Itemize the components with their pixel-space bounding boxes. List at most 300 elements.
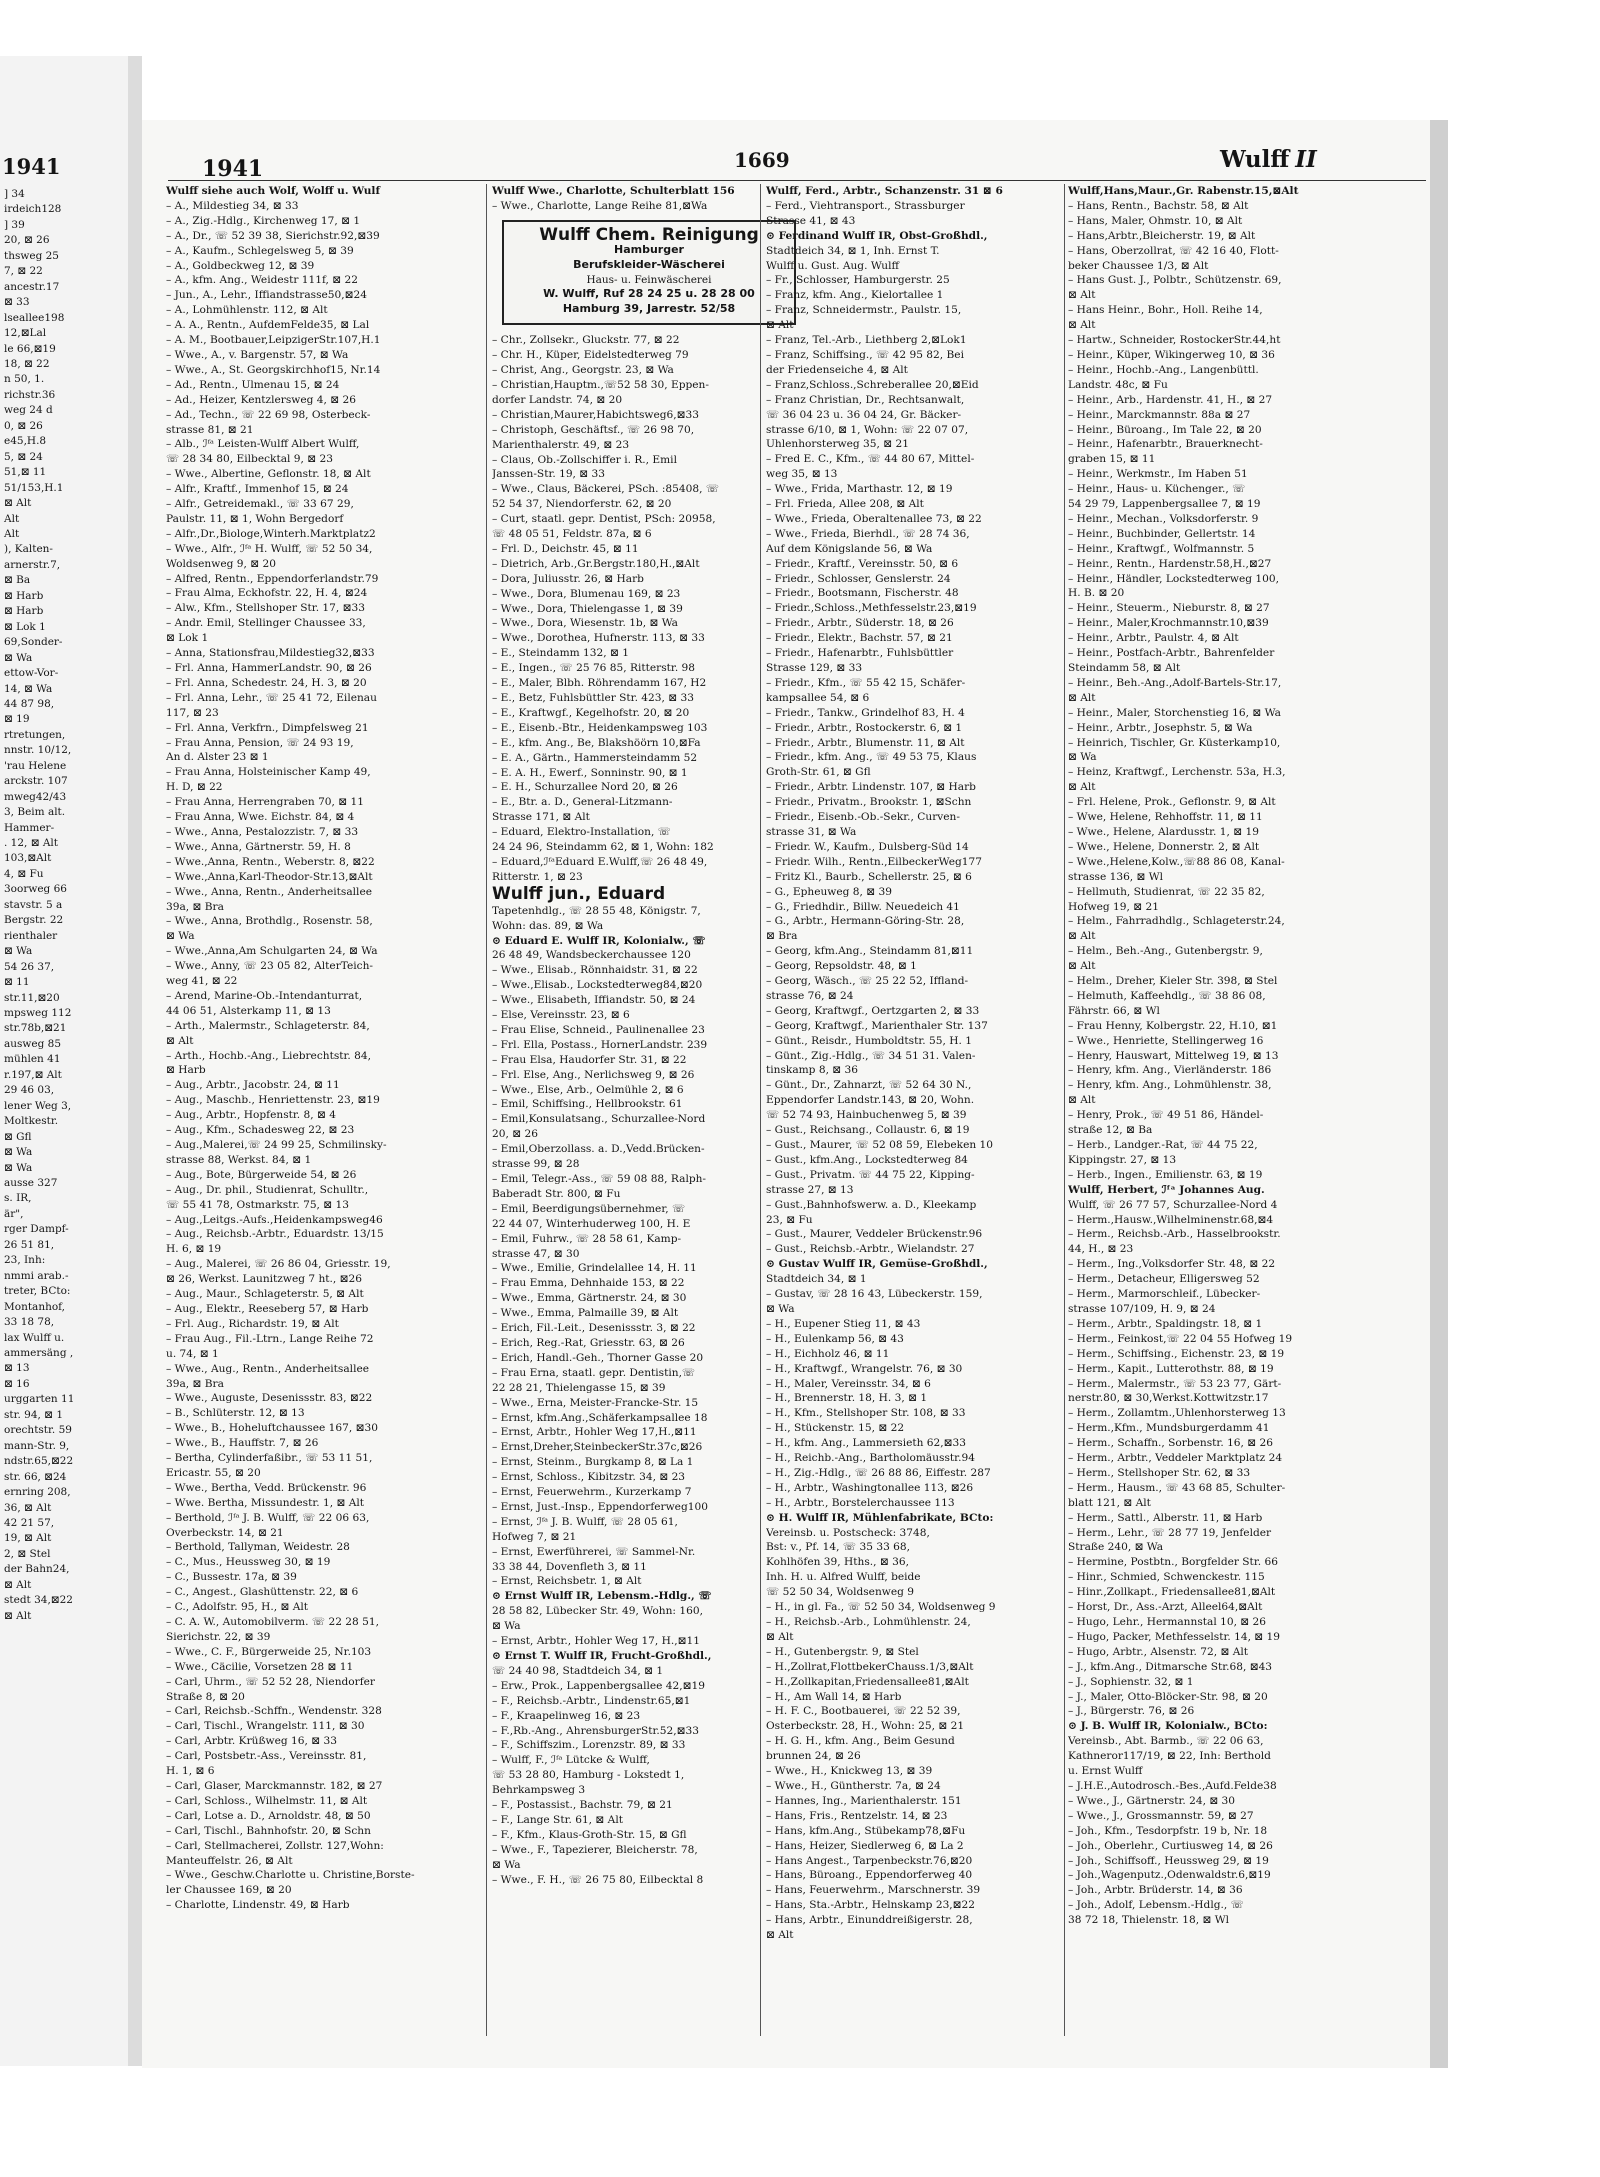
directory-entry: – Ad., Heizer, Kentzlersweg 4, ⊠ 26 bbox=[166, 393, 356, 406]
directory-entry: – Franz,Schloss.,Schreberallee 20,⊠Eid bbox=[766, 378, 979, 391]
directory-entry: – Ernst, Arbtr., Hohler Weg 17, H.,⊠11 bbox=[492, 1635, 700, 1648]
directory-entry: ⊙ H. Wulff IR, Mühlenfabrikate, BCto: bbox=[766, 1511, 994, 1524]
directory-entry: Strasse 129, ⊠ 33 bbox=[766, 662, 863, 674]
directory-entry: – E., Kraftwgf., Kegelhofstr. 20, ⊠ 20 bbox=[492, 706, 690, 719]
directory-entry: ☏ 52 50 34, Woldsenweg 9 bbox=[766, 1586, 914, 1599]
prev-page-line: rtretungen, bbox=[4, 728, 66, 741]
directory-entry: – Franz, Schneidermstr., Paulstr. 15, bbox=[766, 304, 962, 317]
directory-entry: – F.,Rb.-Ang., AhrensburgerStr.52,⊠33 bbox=[492, 1724, 699, 1737]
directory-entry: – Henry, Hauswart, Mittelweg 19, ⊠ 13 bbox=[1068, 1049, 1279, 1062]
directory-entry: – Herm., Schaffn., Sorbenstr. 16, ⊠ 26 bbox=[1068, 1437, 1274, 1450]
directory-entry: ⊠ Lok 1 bbox=[166, 632, 209, 645]
directory-entry: 44, H., ⊠ 23 bbox=[1068, 1243, 1134, 1256]
directory-entry: 38 72 18, Thielenstr. 18, ⊠ Wl bbox=[1068, 1914, 1230, 1927]
directory-entry: – Berthold, ℐᶠᵃ J. B. Wulff, ☏ 22 06 63, bbox=[166, 1511, 370, 1524]
directory-entry: – H., Zig.-Hdlg., ☏ 26 88 86, Eiffestr. 287 bbox=[766, 1466, 991, 1479]
directory-entry: – Emil, Schiffsing., Hellbrookstr. 61 bbox=[492, 1098, 683, 1111]
directory-entry: An d. Alster 23 ⊠ 1 bbox=[166, 751, 269, 764]
header-rule bbox=[168, 180, 1426, 181]
directory-entry: – Jun., A., Lehr., Iffiandstrasse50,⊠24 bbox=[166, 289, 367, 302]
directory-entry: 52 54 37, Niendorferstr. 62, ⊠ 20 bbox=[492, 498, 672, 511]
directory-entry: – Aug., Elektr., Reeseberg 57, ⊠ Harb bbox=[166, 1302, 369, 1315]
directory-entry: Osterbeckstr. 28, H., Wohn: 25, ⊠ 21 bbox=[766, 1720, 965, 1733]
directory-entry: 20, ⊠ 26 bbox=[492, 1128, 538, 1141]
directory-entry: – Henry, kfm. Ang., Lohmühlenstr. 38, bbox=[1068, 1079, 1272, 1092]
directory-entry: – A. A., Rentn., AufdemFelde35, ⊠ Lal bbox=[166, 319, 370, 332]
directory-entry: – Herm., Malermstr., ☏ 53 23 77, Gärt- bbox=[1068, 1377, 1282, 1390]
directory-entry: – Eduard, Elektro-Installation, ☏ bbox=[492, 826, 671, 839]
directory-entry: – Wwe., Elisab., Rönnhaidstr. 31, ⊠ 22 bbox=[492, 964, 698, 977]
directory-entry: – Carl, Schloss., Wilhelmstr. 11, ⊠ Alt bbox=[166, 1794, 368, 1807]
directory-entry: 23, ⊠ Fu bbox=[766, 1213, 813, 1226]
directory-entry: – E. A. H., Ewerf., Sonninstr. 90, ⊠ 1 bbox=[492, 766, 688, 779]
directory-entry: – Aug., Arbtr., Hopfenstr. 8, ⊠ 4 bbox=[166, 1109, 336, 1122]
directory-entry: – G., Friedhdir., Billw. Neuedeich 41 bbox=[766, 900, 960, 913]
directory-entry: – Joh., Schiffsoff., Heussweg 29, ⊠ 19 bbox=[1068, 1854, 1269, 1867]
directory-entry: – C., Adolfstr. 95, H., ⊠ Alt bbox=[166, 1601, 309, 1614]
directory-entry: – Gust.,Bahnhofswerw. a. D., Kleekamp bbox=[766, 1198, 977, 1211]
prev-page-line: r.197,⊠ Alt bbox=[4, 1068, 62, 1081]
directory-entry: – Carl, Tischl., Bahnhofstr. 20, ⊠ Schn bbox=[166, 1824, 371, 1837]
directory-entry: 28 58 82, Lübecker Str. 49, Wohn: 160, bbox=[492, 1605, 703, 1618]
directory-entry: ⊠ Alt bbox=[1068, 930, 1096, 943]
prev-page-line: 'rau Helene bbox=[4, 759, 67, 772]
directory-entry: ⊙ Ernst Wulff IR, Lebensm.-Hdlg., ☏ bbox=[492, 1590, 712, 1603]
prev-page-line: 18, ⊠ 22 bbox=[4, 357, 50, 370]
directory-entry: strasse 107/109, H. 9, ⊠ 24 bbox=[1068, 1302, 1216, 1315]
directory-entry: – E., Maler, Blbh. Röhrendamm 167, H2 bbox=[492, 677, 707, 690]
prev-page-line: mweg42/43 bbox=[4, 790, 67, 803]
directory-entry: – Herm., Detacheur, Elligersweg 52 bbox=[1068, 1273, 1260, 1286]
directory-entry: straße 12, ⊠ Ba bbox=[1068, 1124, 1153, 1137]
directory-entry: – Georg, Wäsch., ☏ 25 22 52, Iffland- bbox=[766, 975, 969, 988]
directory-entry: – Carl, Postsbetr.-Ass., Vereinsstr. 81, bbox=[166, 1750, 367, 1763]
prev-page-line: nnstr. 10/12, bbox=[4, 744, 72, 757]
directory-entry: Fährstr. 66, ⊠ Wl bbox=[1068, 1004, 1160, 1017]
directory-entry: – Heinr., Maler, Storchenstieg 16, ⊠ Wa bbox=[1068, 706, 1281, 719]
directory-entry: – H.,Zollkapitan,Friedensallee81,⊠Alt bbox=[766, 1675, 969, 1688]
prev-page-line: ⊠ Wa bbox=[4, 945, 33, 958]
directory-entry: – Heinr., Büroang., Im Tale 22, ⊠ 20 bbox=[1068, 423, 1262, 436]
directory-entry: – H. G. H., kfm. Ang., Beim Gesund bbox=[766, 1735, 955, 1748]
directory-entry: – Wwe., A., St. Georgskirchhof15, Nr.14 bbox=[166, 363, 381, 376]
directory-entry: – Hugo, Lehr., Hermannstal 10, ⊠ 26 bbox=[1068, 1616, 1267, 1628]
prev-page-line: 51,⊠ 11 bbox=[4, 466, 47, 479]
directory-entry: Hofweg 7, ⊠ 21 bbox=[492, 1530, 577, 1543]
previous-page-edge bbox=[0, 56, 128, 2066]
directory-entry: – Fred E. C., Kfm., ☏ 44 80 67, Mittel- bbox=[766, 453, 975, 466]
directory-entry: – Gust., Reichsang., Collaustr. 6, ⊠ 19 bbox=[766, 1124, 970, 1137]
directory-entry: – Georg, Repsoldstr. 48, ⊠ 1 bbox=[766, 960, 917, 973]
directory-entry: – Wwe., Frieda, Oberaltenallee 73, ⊠ 22 bbox=[766, 512, 982, 525]
directory-entry: ⊙ Ferdinand Wulff IR, Obst-Großhdl., bbox=[766, 229, 988, 242]
directory-entry: – Hans, Maler, Ohmstr. 10, ⊠ Alt bbox=[1068, 214, 1243, 227]
directory-entry: – Ernst, ℐᶠᵃ J. B. Wulff, ☏ 28 05 61, bbox=[492, 1515, 678, 1528]
directory-entry: – Herm., Sattl., Alberstr. 11, ⊠ Harb bbox=[1068, 1511, 1263, 1524]
directory-entry: – C., Angest., Glashüttenstr. 22, ⊠ 6 bbox=[166, 1586, 359, 1599]
directory-entry: – E. A., Gärtn., Hammersteindamm 52 bbox=[492, 751, 698, 764]
directory-entry: Wulff u. Gust. Aug. Wulff bbox=[766, 259, 900, 272]
prev-page-line: arnerstr.7, bbox=[4, 558, 61, 571]
prev-page-line: lax Wulff u. bbox=[4, 1331, 65, 1344]
prev-page-line: Bergstr. 22 bbox=[4, 914, 64, 927]
directory-entry: – H., Eichholz 46, ⊠ 11 bbox=[766, 1347, 890, 1360]
column-divider bbox=[486, 184, 487, 2036]
directory-entry: 44 06 51, Alsterkamp 11, ⊠ 13 bbox=[166, 1004, 331, 1017]
directory-entry: – Friedr., Arbtr., Blumenstr. 11, ⊠ Alt bbox=[766, 736, 965, 749]
directory-entry: – Günt., Zig.-Hdlg., ☏ 34 51 31. Valen- bbox=[766, 1049, 976, 1062]
directory-entry: Kohlhöfen 39, Hths., ⊠ 36, bbox=[766, 1556, 909, 1569]
directory-entry: – Wwe., J., Gärtnerstr. 24, ⊠ 30 bbox=[1068, 1794, 1236, 1807]
directory-entry: – Frau Aug., Fil.-Ltrn., Lange Reihe 72 bbox=[166, 1332, 374, 1345]
directory-entry: ⊙ Gustav Wulff IR, Gemüse-Großhdl., bbox=[766, 1258, 988, 1271]
directory-entry: Stadtdeich 34, ⊠ 1 bbox=[766, 1273, 867, 1286]
directory-entry: – H., Kfm., Stellshoper Str. 108, ⊠ 33 bbox=[766, 1407, 966, 1420]
directory-entry: – Aug., Malerei, ☏ 26 86 04, Griesstr. 19, bbox=[166, 1258, 391, 1271]
prev-page-line: ⊠ Ba bbox=[4, 574, 31, 587]
directory-entry: – Wwe., J., Grossmannstr. 59, ⊠ 27 bbox=[1068, 1809, 1254, 1822]
directory-entry: – H., Eupener Stieg 11, ⊠ 43 bbox=[766, 1317, 921, 1330]
prev-page-line: ⊠ Wa bbox=[4, 651, 33, 664]
directory-entry: Sierichstr. 22, ⊠ 39 bbox=[166, 1630, 271, 1643]
directory-entry: – Herb., Landger.-Rat, ☏ 44 75 22, bbox=[1068, 1139, 1258, 1151]
prev-page-line: ⊠ 16 bbox=[4, 1377, 30, 1390]
prev-page-line: s. IR, bbox=[4, 1192, 32, 1205]
directory-entry: Paulstr. 11, ⊠ 1, Wohn Bergedorf bbox=[166, 512, 344, 525]
prev-page-line: mann-Str. 9, bbox=[4, 1439, 70, 1452]
column-3 bbox=[766, 184, 1064, 2064]
prev-page-line: 3oorweg 66 bbox=[4, 883, 67, 896]
directory-entry: – Gust., Maurer, Veddeler Brückenstr.96 bbox=[766, 1228, 983, 1241]
directory-page bbox=[142, 120, 1430, 2068]
directory-entry: – Heinr., Küper, Wikingerweg 10, ⊠ 36 bbox=[1068, 348, 1275, 361]
prev-page-line: der Bahn24, bbox=[4, 1563, 70, 1576]
directory-entry: – Wwe., Anny, ☏ 23 05 82, AlterTeich- bbox=[166, 960, 373, 973]
directory-entry: – Wwe., H., Güntherstr. 7a, ⊠ 24 bbox=[766, 1779, 941, 1792]
prev-page-line: lseallee198 bbox=[4, 311, 65, 324]
directory-entry: – E. H., Schurzallee Nord 20, ⊠ 26 bbox=[492, 781, 678, 794]
prev-page-line: ⊠ Wa bbox=[4, 1146, 33, 1159]
directory-entry: – Ferd., Viehtransport., Strassburger bbox=[766, 199, 965, 212]
directory-entry: – Wwe., Else, Arb., Oelmühle 2, ⊠ 6 bbox=[492, 1083, 684, 1096]
directory-entry: Wulff, Herbert, ℐᶠᵃ Johannes Aug. bbox=[1068, 1183, 1265, 1196]
prev-page-line: ⊠ Alt bbox=[4, 1609, 32, 1622]
directory-entry: – Friedr., Arbtr., Rostockerstr. 6, ⊠ 1 bbox=[766, 721, 963, 734]
directory-entry: Tapetenhdlg., ☏ 28 55 48, Königstr. 7, bbox=[492, 904, 701, 917]
directory-entry: H. 6, ⊠ 19 bbox=[166, 1243, 222, 1256]
directory-entry: – Helmuth, Kaffeehdlg., ☏ 38 86 08, bbox=[1068, 989, 1266, 1002]
directory-entry: – Hans Gust. J., Polbtr., Schützenstr. 69, bbox=[1068, 274, 1282, 287]
directory-entry: – Arth., Hochb.-Ang., Liebrechtstr. 84, bbox=[166, 1049, 372, 1062]
directory-entry: – Hinr.,Zollkapt., Friedensallee81,⊠Alt bbox=[1068, 1586, 1276, 1599]
directory-entry: – Heinr., Arb., Hardenstr. 41, H., ⊠ 27 bbox=[1068, 393, 1273, 406]
prev-page-line: ammersäng , bbox=[4, 1346, 74, 1359]
directory-entry: – Emil,Konsulatsang., Schurzallee-Nord bbox=[492, 1113, 706, 1126]
directory-entry: – Franz, Schiffsing., ☏ 42 95 82, Bei bbox=[766, 348, 964, 361]
prev-page-line: str. 94, ⊠ 1 bbox=[4, 1408, 64, 1421]
prev-page-line: 5, ⊠ 24 bbox=[4, 450, 43, 463]
directory-entry: – Chr., Zollsekr., Gluckstr. 77, ⊠ 22 bbox=[492, 334, 680, 347]
directory-entry: – Henry, Prok., ☏ 49 51 86, Händel- bbox=[1068, 1109, 1264, 1122]
directory-entry: – Friedr., Elektr., Bachstr. 57, ⊠ 21 bbox=[766, 632, 953, 645]
directory-entry: – Carl, Uhrm., ☏ 52 52 28, Niendorfer bbox=[166, 1675, 375, 1688]
column-1 bbox=[166, 184, 484, 2064]
directory-entry: – Frl. Helene, Prok., Geflonstr. 9, ⊠ Alt bbox=[1068, 796, 1276, 809]
prev-page-line: 33 18 78, bbox=[4, 1316, 55, 1329]
directory-entry: – Helm., Fahrradhdlg., Schlageterstr.24, bbox=[1068, 915, 1285, 928]
directory-entry: – H., Eulenkamp 56, ⊠ 43 bbox=[766, 1332, 904, 1345]
directory-entry: – Wwe., Frida, Marthastr. 12, ⊠ 19 bbox=[766, 483, 953, 496]
prev-page-line: 69,Sonder- bbox=[4, 636, 63, 649]
directory-entry: – Franz, kfm. Ang., Kielortallee 1 bbox=[766, 289, 944, 302]
directory-entry: – H., kfm. Ang., Lammersieth 62,⊠33 bbox=[766, 1437, 967, 1450]
directory-entry: – Christ, Ang., Georgstr. 23, ⊠ Wa bbox=[492, 364, 674, 377]
directory-entry: – H. F. C., Bootbauerei, ☏ 22 52 39, bbox=[766, 1705, 961, 1718]
directory-entry: – Frau Anna, Herrengraben 70, ⊠ 11 bbox=[166, 796, 365, 809]
directory-entry: – Heinz, Kraftwgf., Lerchenstr. 53a, H.3, bbox=[1068, 766, 1286, 779]
directory-entry: – Heinr., Steuerm., Nieburstr. 8, ⊠ 27 bbox=[1068, 602, 1270, 615]
column-2-top-entries bbox=[492, 184, 802, 214]
directory-entry: ⊠ Wa bbox=[766, 1302, 795, 1315]
prev-page-line: e45,H.8 bbox=[4, 435, 47, 448]
directory-entry: – A., Kaufm., Schlegelsweg 5, ⊠ 39 bbox=[166, 244, 354, 257]
directory-entry: 117, ⊠ 23 bbox=[166, 706, 219, 719]
directory-entry: – Ernst, Schloss., Kibitzstr. 34, ⊠ 23 bbox=[492, 1471, 686, 1484]
directory-entry: – Hans, Oberzollrat, ☏ 42 16 40, Flott- bbox=[1068, 244, 1279, 257]
directory-entry: – Carl, Lotse a. D., Arnoldstr. 48, ⊠ 50 bbox=[166, 1809, 371, 1822]
directory-entry: – Wwe., F. H., ☏ 26 75 80, Eilbecktal 8 bbox=[492, 1873, 704, 1886]
directory-entry: – Herm., Arbtr., Spaldingstr. 18, ⊠ 1 bbox=[1068, 1317, 1263, 1330]
directory-entry: ⊠ Harb bbox=[166, 1064, 206, 1077]
directory-entry: ☏ 55 41 78, Ostmarkstr. 75, ⊠ 13 bbox=[166, 1198, 350, 1211]
directory-entry: strasse 27, ⊠ 13 bbox=[766, 1183, 854, 1196]
prev-page-line: 51/153,H.1 bbox=[4, 481, 64, 494]
directory-entry: weg 35, ⊠ 13 bbox=[766, 468, 838, 481]
directory-entry: – Bertha, Cylinderfaßibr., ☏ 53 11 51, bbox=[166, 1452, 373, 1465]
directory-entry: Ritterstr. 1, ⊠ 23 bbox=[492, 870, 583, 883]
directory-entry: ⊠ Alt bbox=[1068, 781, 1096, 794]
header-volume: II bbox=[1295, 146, 1317, 173]
directory-entry: – Frau Elsa, Haudorfer Str. 31, ⊠ 22 bbox=[492, 1053, 687, 1066]
prev-page-line: stavstr. 5 a bbox=[4, 898, 63, 911]
directory-entry: – Ernst, Feuerwehrm., Kurzerkamp 7 bbox=[492, 1486, 692, 1499]
directory-entry: – Alfr., Getreidemakl., ☏ 33 67 29, bbox=[166, 498, 354, 511]
directory-entry: ⊠ Alt bbox=[766, 319, 794, 332]
directory-entry: – F., Lange Str. 61, ⊠ Alt bbox=[492, 1813, 623, 1826]
directory-entry: u. Ernst Wulff bbox=[1068, 1765, 1143, 1778]
directory-entry: – Alfr., Kraftf., Immenhof 15, ⊠ 24 bbox=[166, 483, 349, 496]
directory-entry: – Christoph, Geschäftsf., ☏ 26 98 70, bbox=[492, 423, 695, 436]
directory-entry: – Georg, Kraftwgf., Oertzgarten 2, ⊠ 33 bbox=[766, 1004, 980, 1017]
directory-entry: – Carl, Arbtr. Krüßweg 16, ⊠ 33 bbox=[166, 1735, 337, 1748]
directory-entry: – Heinr., Haus- u. Küchenger., ☏ bbox=[1068, 483, 1246, 496]
directory-entry: – Aug., Maur., Schlageterstr. 5, ⊠ Alt bbox=[166, 1288, 364, 1301]
directory-entry: – Frau Anna, Holsteinischer Kamp 49, bbox=[166, 766, 371, 779]
prev-page-line: ⊠ Alt bbox=[4, 1578, 32, 1591]
directory-entry: – Wwe., B., Hoheluftchaussee 167, ⊠30 bbox=[166, 1422, 378, 1435]
prev-page-line: ettow-Vor- bbox=[4, 667, 59, 680]
directory-entry: – Wwe., Dora, Wiesenstr. 1b, ⊠ Wa bbox=[492, 617, 678, 630]
directory-entry: ⊠ Wa bbox=[492, 1858, 521, 1871]
directory-entry: – Wwe., Aug., Rentn., Anderheitsallee bbox=[166, 1362, 369, 1375]
directory-entry: – Hans, Heizer, Siedlerweg 6, ⊠ La 2 bbox=[766, 1839, 964, 1852]
directory-entry: – Heinr., Rentn., Hardenstr.58,H.,⊠27 bbox=[1068, 557, 1272, 570]
directory-entry: – Christian,Hauptm.,☏52 58 30, Eppen- bbox=[492, 378, 709, 391]
directory-entry: – A., Goldbeckweg 12, ⊠ 39 bbox=[166, 259, 315, 272]
directory-entry: – H., Am Wall 14, ⊠ Harb bbox=[766, 1690, 902, 1703]
directory-entry: Wulff Wwe., Charlotte, Schulterblatt 156 bbox=[492, 185, 735, 197]
prev-page-line: orechtstr. 59 bbox=[4, 1424, 72, 1437]
directory-entry: – Frau Elise, Schneid., Paulinenallee 23 bbox=[492, 1023, 705, 1036]
directory-entry: ⊠ 26, Werkst. Launitzweg 7 ht., ⊠26 bbox=[166, 1273, 363, 1286]
directory-entry: – Wwe., Auguste, Desenissstr. 83, ⊠22 bbox=[166, 1392, 373, 1405]
directory-entry: Stadtdeich 34, ⊠ 1, Inh. Ernst T. bbox=[766, 244, 940, 257]
directory-entry: – Wwe., C. F., Bürgerweide 25, Nr.103 bbox=[166, 1645, 372, 1658]
directory-entry: – Aug., Bote, Bürgerweide 54, ⊠ 26 bbox=[166, 1168, 357, 1181]
directory-entry: – Carl, Glaser, Marckmannstr. 182, ⊠ 27 bbox=[166, 1779, 383, 1792]
directory-entry: – Frau Anna, Wwe. Eichstr. 84, ⊠ 4 bbox=[166, 811, 355, 824]
directory-entry: – Wwe., A., v. Bargenstr. 57, ⊠ Wa bbox=[166, 348, 349, 361]
directory-entry: – Hans Angest., Tarpenbeckstr.76,⊠20 bbox=[766, 1854, 973, 1867]
directory-entry: – H., Gutenbergstr. 9, ⊠ Stel bbox=[766, 1645, 919, 1658]
directory-entry: Landstr. 48c, ⊠ Fu bbox=[1068, 378, 1168, 391]
directory-entry: Marienthalerstr. 49, ⊠ 23 bbox=[492, 438, 630, 451]
directory-entry: – Friedr., Privatm., Brookstr. 1, ⊠Schn bbox=[766, 796, 972, 809]
directory-entry: Inh. H. u. Alfred Wulff, beide bbox=[766, 1571, 921, 1584]
directory-entry: – E., Ingen., ☏ 25 76 85, Ritterstr. 98 bbox=[492, 662, 696, 675]
directory-entry: – Gustav, ☏ 28 16 43, Lübeckerstr. 159, bbox=[766, 1288, 983, 1301]
directory-entry: ler Chaussee 169, ⊠ 20 bbox=[166, 1884, 292, 1897]
directory-entry: – Dora, Juliusstr. 26, ⊠ Harb bbox=[492, 572, 644, 585]
directory-entry: – Hans, Fris., Rentzelstr. 14, ⊠ 23 bbox=[766, 1809, 948, 1822]
directory-entry: Steindamm 58, ⊠ Alt bbox=[1068, 662, 1181, 674]
directory-entry: – Frl. Anna, Schedestr. 24, H. 3, ⊠ 20 bbox=[166, 676, 367, 689]
directory-entry: – Wwe.,Elisab., Lockstedterweg84,⊠20 bbox=[492, 979, 703, 992]
directory-entry: – Wwe.,Helene,Kolw.,☏88 86 08, Kanal- bbox=[1068, 855, 1285, 868]
directory-entry: – Wwe., Geschw.Charlotte u. Christine,Borste- bbox=[166, 1869, 415, 1882]
directory-entry: – Hugo, Arbtr., Alsenstr. 72, ⊠ Alt bbox=[1068, 1645, 1249, 1658]
directory-entry: 22 44 07, Winterhuderweg 100, H. E bbox=[492, 1217, 691, 1230]
directory-entry: – Aug., Maschb., Henriettenstr. 23, ⊠19 bbox=[166, 1094, 380, 1107]
directory-entry: – Claus, Ob.-Zollschiffer i. R., Emil bbox=[492, 453, 677, 466]
directory-entry: – A., Lohmühlenstr. 112, ⊠ Alt bbox=[166, 304, 328, 317]
directory-entry: ⊠ Alt bbox=[1068, 691, 1096, 704]
prev-page-line: 20, ⊠ 26 bbox=[4, 234, 50, 247]
directory-entry: – Hans, Feuerwehrm., Marschnerstr. 39 bbox=[766, 1884, 981, 1897]
directory-entry: – C. A. W., Automobilverm. ☏ 22 28 51, bbox=[166, 1616, 379, 1628]
directory-entry: – Wwe., Dora, Blumenau 169, ⊠ 23 bbox=[492, 587, 681, 600]
directory-entry: – H., in gl. Fa., ☏ 52 50 34, Woldsenweg 9 bbox=[766, 1601, 996, 1614]
directory-entry: – Heinr., Hochb.-Ang., Langenbüttl. bbox=[1068, 363, 1259, 376]
directory-entry: ⊠ Wa bbox=[166, 930, 195, 943]
directory-entry: H. B. ⊠ 20 bbox=[1068, 587, 1125, 600]
directory-entry: Vereinsb., Abt. Barmb., ☏ 22 06 63, bbox=[1068, 1735, 1264, 1748]
directory-entry: – H., Maler, Vereinsstr. 34, ⊠ 6 bbox=[766, 1377, 931, 1390]
directory-entry: – Fritz Kl., Baurb., Schellerstr. 25, ⊠ 6 bbox=[766, 870, 972, 883]
directory-entry: – Heinr., Marckmannstr. 88a ⊠ 27 bbox=[1068, 408, 1251, 421]
directory-entry: – F., Postassist., Bachstr. 79, ⊠ 21 bbox=[492, 1799, 673, 1812]
directory-entry: – Emil, Fuhrw., ☏ 28 58 61, Kamp- bbox=[492, 1232, 682, 1245]
directory-entry: Uhlenhorsterweg 35, ⊠ 21 bbox=[766, 438, 909, 451]
directory-entry: – Frau Erna, staatl. gepr. Dentistin,☏ bbox=[492, 1366, 696, 1379]
directory-entry: – Wwe., Albertine, Geflonstr. 18, ⊠ Alt bbox=[166, 468, 371, 481]
directory-entry: – E., Steindamm 132, ⊠ 1 bbox=[492, 647, 629, 660]
prev-page-header: 1941 bbox=[2, 154, 61, 179]
directory-entry: – Ernst, Reichsbetr. 1, ⊠ Alt bbox=[492, 1575, 642, 1588]
directory-entry: – H., Arbtr., Washingtonallee 113, ⊠26 bbox=[766, 1481, 974, 1494]
directory-entry: – Heinr., Maler,Krochmannstr.10,⊠39 bbox=[1068, 617, 1269, 630]
prev-page-line: 103,⊠Alt bbox=[4, 852, 52, 865]
directory-entry: – Erw., Prok., Lappenbergsallee 42,⊠19 bbox=[492, 1679, 706, 1692]
directory-entry: – H., Stückenstr. 15, ⊠ 22 bbox=[766, 1422, 905, 1435]
directory-entry: – Wwe., Helene, Alardusstr. 1, ⊠ 19 bbox=[1068, 825, 1259, 838]
directory-entry: Groth-Str. 61, ⊠ Gfl bbox=[766, 766, 871, 779]
directory-entry: 54 29 79, Lappenbergsallee 7, ⊠ 19 bbox=[1068, 498, 1261, 511]
directory-entry: ⊠ Alt bbox=[1068, 960, 1096, 973]
directory-entry: – E., Betz, Fuhlsbüttler Str. 423, ⊠ 33 bbox=[492, 692, 694, 704]
directory-entry: – Wwe., Helene, Donnerstr. 2, ⊠ Alt bbox=[1068, 840, 1260, 853]
directory-entry: – Herm., Schiffsing., Eichenstr. 23, ⊠ 19 bbox=[1068, 1347, 1285, 1360]
directory-entry: – Erich, Fil.-Leit., Desenissstr. 3, ⊠ 22 bbox=[492, 1322, 696, 1335]
directory-entry: – H., Reichsb.-Arb., Lohmühlenstr. 24, bbox=[766, 1616, 971, 1628]
directory-entry: – H.,Zollrat,FlottbekerChauss.1/3,⊠Alt bbox=[766, 1660, 974, 1673]
prev-page-line: 26 51 81, bbox=[4, 1238, 55, 1251]
directory-entry: – Anna, Stationsfrau,Mildestieg32,⊠33 bbox=[166, 647, 375, 660]
prev-page-line: 42 21 57, bbox=[4, 1516, 55, 1529]
directory-entry: Hofweg 19, ⊠ 21 bbox=[1068, 900, 1159, 913]
directory-entry: – Arend, Marine-Ob.-Intendanturrat, bbox=[166, 989, 363, 1002]
directory-entry: 24 24 96, Steindamm 62, ⊠ 1, Wohn: 182 bbox=[492, 841, 714, 854]
directory-entry: – H., Arbtr., Borstelerchaussee 113 bbox=[766, 1496, 955, 1509]
directory-entry: – C., Bussestr. 17a, ⊠ 39 bbox=[166, 1571, 297, 1584]
directory-entry: – Frl. Anna, Verkfrn., Dimpfelsweg 21 bbox=[166, 721, 369, 734]
directory-entry: ☏ 28 34 80, Eilbecktal 9, ⊠ 23 bbox=[166, 453, 333, 466]
directory-entry: – Friedr., Kfm., ☏ 55 42 15, Schäfer- bbox=[766, 676, 966, 689]
prev-page-line: ⊠ 13 bbox=[4, 1362, 30, 1375]
prev-page-line: ] 39 bbox=[4, 218, 25, 231]
prev-page-line: ] 34 bbox=[4, 188, 25, 200]
directory-entry: – H., Kraftwgf., Wrangelstr. 76, ⊠ 30 bbox=[766, 1362, 963, 1375]
directory-entry: – Fr., Schlosser, Hamburgerstr. 25 bbox=[766, 274, 950, 287]
directory-entry: Behrkampsweg 3 bbox=[492, 1784, 586, 1797]
directory-entry: brunnen 24, ⊠ 26 bbox=[766, 1750, 861, 1763]
directory-entry: – A., kfm. Ang., Weidestr 111f, ⊠ 22 bbox=[166, 274, 358, 287]
directory-entry: – Andr. Emil, Stellinger Chaussee 33, bbox=[166, 617, 366, 630]
directory-entry: – J., Bürgerstr. 76, ⊠ 26 bbox=[1068, 1705, 1195, 1718]
directory-entry: – Horst, Dr., Ass.-Arzt, Alleel64,⊠Alt bbox=[1068, 1601, 1263, 1614]
directory-entry: – Wwe., Dora, Thielengasse 1, ⊠ 39 bbox=[492, 602, 683, 615]
directory-entry: – F., Reichsb.-Arbtr., Lindenstr.65,⊠1 bbox=[492, 1694, 691, 1707]
prev-page-line: weg 24 d bbox=[4, 404, 53, 417]
directory-entry: ⊠ Alt bbox=[766, 1929, 794, 1942]
directory-entry: – Friedr., Bootsmann, Fischerstr. 48 bbox=[766, 587, 959, 600]
prev-page-line: 29 46 03, bbox=[4, 1084, 55, 1097]
prev-page-line: ernring 208, bbox=[4, 1486, 71, 1499]
directory-entry: – Emil, Telegr.-Ass., ☏ 59 08 88, Ralph- bbox=[492, 1173, 707, 1185]
directory-entry: 26 48 49, Wandsbeckerchaussee 120 bbox=[492, 949, 691, 962]
prev-page-line: mpsweg 112 bbox=[4, 1007, 72, 1020]
directory-entry: – Chr. H., Küper, Eidelstedterweg 79 bbox=[492, 349, 689, 362]
directory-entry: – Friedr.,Schloss.,Methfesselstr.23,⊠19 bbox=[766, 602, 977, 615]
prev-page-line: ⊠ Gfl bbox=[4, 1130, 32, 1143]
prev-page-line: 36, ⊠ Alt bbox=[4, 1501, 52, 1514]
directory-entry: – Hans Heinr., Bohr., Holl. Reihe 14, bbox=[1068, 304, 1263, 317]
prev-page-line: 54 26 37, bbox=[4, 960, 55, 973]
directory-entry: – Frl. Anna, Lehr., ☏ 25 41 72, Eilenau bbox=[166, 691, 377, 704]
directory-entry: – Franz Christian, Dr., Rechtsanwalt, bbox=[766, 393, 965, 406]
directory-entry: – Helm., Beh.-Ang., Gutenbergstr. 9, bbox=[1068, 945, 1263, 958]
directory-entry: blatt 121, ⊠ Alt bbox=[1068, 1496, 1151, 1509]
